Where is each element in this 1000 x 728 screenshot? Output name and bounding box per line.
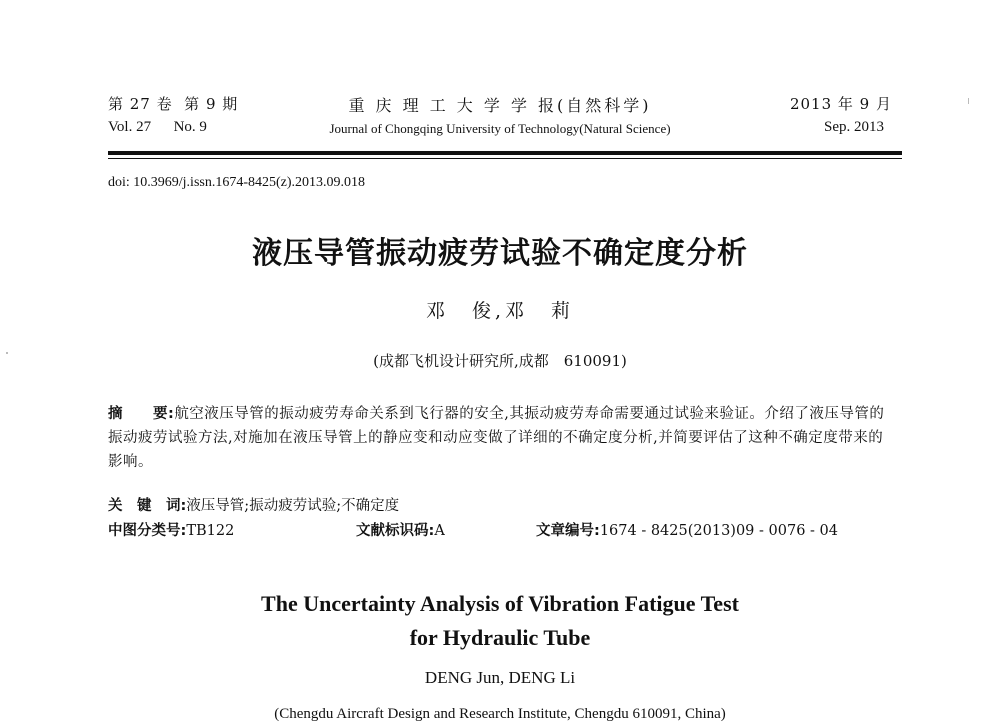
paper-title-en xyxy=(0,587,1000,655)
paper-title-en-line1: The Uncertainty Analysis of Vibration Fatigue Test xyxy=(261,591,739,616)
volume-en: Vol. 27 No. 9 xyxy=(108,119,207,135)
keywords-label: 关 键 词: xyxy=(108,498,187,514)
date-cn: 2013 年 9 月 xyxy=(789,95,892,113)
paper-title-en-line2: for Hydraulic Tube xyxy=(409,625,591,650)
journal-name-en: Journal of Chongqing University of Technology(Natural Science) xyxy=(329,121,671,136)
authors-cn: 邓 俊,邓 莉 xyxy=(425,300,575,322)
authors-en: DENG Jun, DENG Li xyxy=(424,668,576,687)
document-code xyxy=(356,519,445,540)
keywords-text: 液压导管;振动疲劳试验;不确定度 xyxy=(186,498,400,514)
clc-value: TB122 xyxy=(186,523,235,539)
journal-name-cn: 重 庆 理 工 大 学 学 报(自然科学) xyxy=(348,96,652,115)
article-number-value: 1674 - 8425(2013)09 - 0076 - 04 xyxy=(599,523,838,539)
volume-cn: 第 27 卷 第 9 期 xyxy=(108,95,239,113)
affiliation-en: (Chengdu Aircraft Design and Research Institute, Chengdu 610091, China) xyxy=(274,706,726,722)
keywords xyxy=(108,494,399,515)
abstract xyxy=(108,402,898,474)
doc-code-label: 文献标识码: xyxy=(356,523,435,539)
affiliation-cn: (成都飞机设计研究所,成都 610091) xyxy=(373,352,627,370)
abstract-label: 摘 要: xyxy=(108,406,175,422)
header-rule-thin xyxy=(108,158,902,159)
article-number xyxy=(536,519,838,540)
date-en: Sep. 2013 xyxy=(824,119,884,135)
article-number-label: 文章编号: xyxy=(536,523,600,539)
header-rule-thick xyxy=(108,151,902,155)
abstract-text: 航空液压导管的振动疲劳寿命关系到飞行器的安全,其振动疲劳寿命需要通过试验来验证。介绍了液压导管的振动疲劳试验方法,对施加在液压导管上的静应变和动应变做了详细的不确定度分析,并简要评估了这种不确定度带来的影响。 xyxy=(108,406,885,470)
doc-code-value: A xyxy=(434,523,445,539)
scan-speck xyxy=(6,352,8,354)
paper-title-cn: 液压导管振动疲劳试验不确定度分析 xyxy=(252,236,748,271)
clc-label: 中图分类号: xyxy=(108,523,187,539)
doi: doi: 10.3969/j.issn.1674-8425(z).2013.09.018 xyxy=(108,175,366,190)
clc-number xyxy=(108,519,234,540)
scan-speck xyxy=(968,98,969,104)
